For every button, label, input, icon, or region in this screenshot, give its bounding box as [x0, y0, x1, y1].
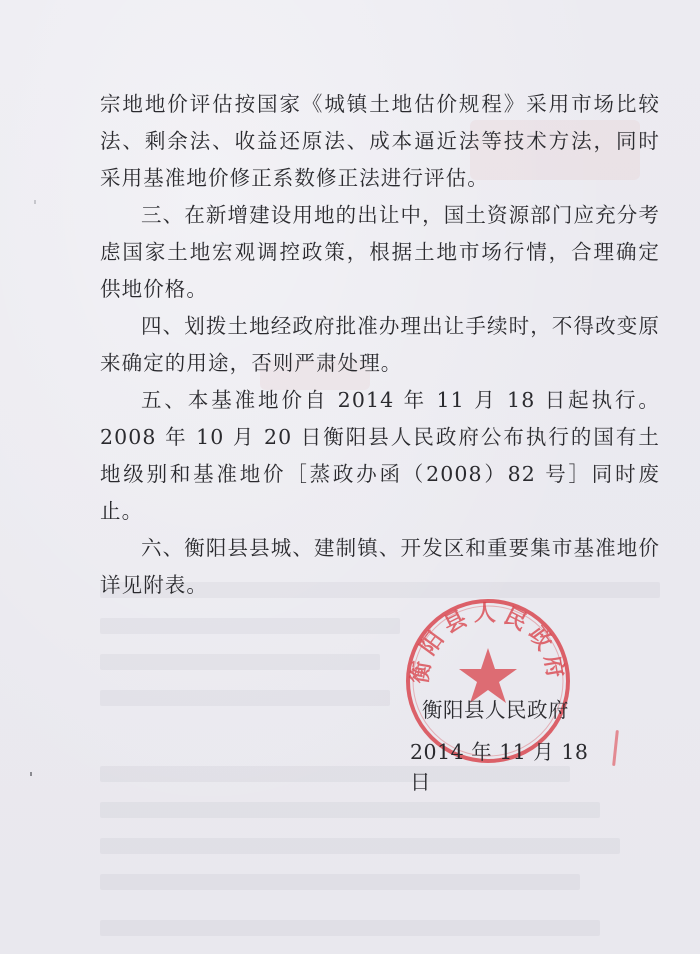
- bleed-through-line: [100, 618, 400, 634]
- signature-date: 2014 年 11 月 18 日: [410, 740, 589, 794]
- document-body: [100, 86, 660, 604]
- bleed-through-line: [100, 920, 600, 936]
- paragraph-item-5: 五、本基准地价自 2014 年 11 月 18 日起执行。2008 年 10 月 20 日衡阳县人民政府公布执行的国有土地级别和基准地价［蒸政办函（2008）82 号］同时废止。: [100, 388, 660, 523]
- bleed-through-line: [100, 874, 580, 890]
- paragraph-item-3: 三、在新增建设用地的出让中，国土资源部门应充分考虑国家土地宏观调控政策，根据土地市场行情，合理确定供地价格。: [100, 203, 660, 301]
- paragraph-continuation: 宗地地价评估按国家《城镇土地估价规程》采用市场比较法、剩余法、收益还原法、成本逼近法等技术方法，同时采用基准地价修正系数修正法进行评估。: [100, 92, 660, 190]
- seal-text: 衡阳县人民政府: [406, 600, 570, 686]
- paragraph-item-6: 六、衡阳县县城、建制镇、开发区和重要集市基准地价详见附表。: [100, 536, 660, 597]
- bleed-through-line: [100, 838, 620, 854]
- signature-organization: 衡阳县人民政府: [422, 698, 569, 722]
- margin-mark: [30, 772, 32, 776]
- paragraph-item-4: 四、划拨土地经政府批准办理出让手续时，不得改变原来确定的用途，否则严肃处理。: [100, 314, 660, 375]
- bleed-through-line: [100, 802, 600, 818]
- margin-mark: [34, 200, 36, 204]
- bleed-through-line: [100, 690, 390, 706]
- red-pen-mark: [612, 730, 619, 766]
- bleed-through-line: [100, 654, 380, 670]
